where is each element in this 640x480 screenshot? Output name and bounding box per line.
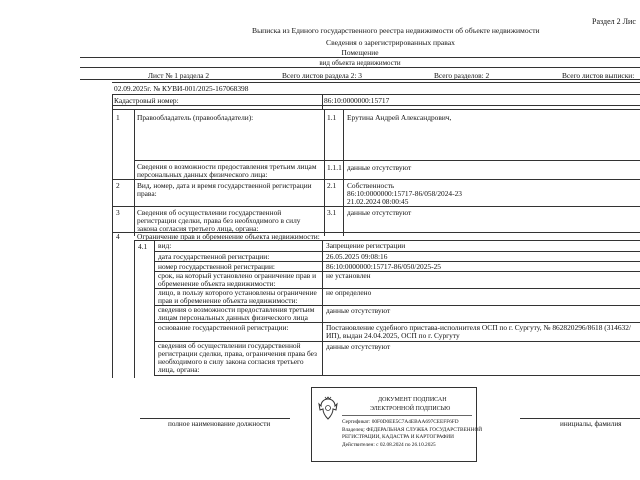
row-2-label: Вид, номер, дата и время государственной регистрации права: bbox=[137, 181, 312, 198]
row-1-sub: 1.1 bbox=[327, 113, 337, 122]
row-2-value-number: 86:10:0000000:15717-86/058/2024-23 bbox=[347, 189, 462, 198]
row-3-number: 3 bbox=[116, 208, 120, 217]
enc-reg-date-value: 26.05.2025 09:08:16 bbox=[326, 252, 388, 261]
e-signature-owner: Владелец: ФЕДЕРАЛЬНАЯ СЛУЖБА ГОСУДАРСТВЕННОЙ bbox=[342, 427, 483, 433]
row-4-label: Ограничение прав и обременение объекта недвижимости: bbox=[137, 232, 320, 241]
enc-beneficiary-label: лицо, в пользу которого установлены ограничение прав и обременение объекта недвижимости: bbox=[158, 288, 317, 305]
row-3-sub: 3.1 bbox=[327, 208, 337, 217]
cadastral-label: Кадастровый номер: bbox=[114, 96, 179, 105]
section-tag: Раздел 2 Лис bbox=[592, 17, 636, 26]
row-1-label: Правообладатель (правообладатели): bbox=[137, 113, 254, 122]
enc-beneficiary-value: не определено bbox=[326, 288, 372, 297]
enc-basis-value: Постановление судебного пристава-исполнителя ОСП по г. Сургуту, № 862820296/8618 (314632/ bbox=[326, 323, 631, 332]
object-type-value: Помещение bbox=[341, 48, 379, 57]
row-1-1-1-label: Сведения о возможности предоставления третьим лицам персональных данных физического лица: bbox=[137, 162, 317, 179]
position-caption: полное наименование должности bbox=[168, 420, 271, 428]
enc-type-label: вид: bbox=[158, 241, 172, 250]
enc-type-value: Запрещение регистрации bbox=[326, 241, 406, 250]
name-caption: инициалы, фамилия bbox=[560, 420, 622, 428]
enc-reg-date-label: дата государственной регистрации: bbox=[158, 252, 270, 261]
total-sections: Всего разделов: 2 bbox=[434, 71, 490, 80]
row-3-label: Сведения об осуществлении государственной регистрации сделки, права без необходимого в силу закона согласия третьего лица, органа: bbox=[137, 208, 301, 233]
e-signature-stamp bbox=[311, 387, 483, 462]
enc-consent-label: сведения об осуществлении государственной регистрации сделки, права, ограничения права без необходимого в силу закона согласия третьего лица, органа: bbox=[158, 341, 317, 374]
e-signature-owner-cont: РЕГИСТРАЦИИ, КАДАСТРА И КАРТОГРАФИИ bbox=[342, 434, 454, 440]
e-signature-validity: Действителен: с 02.08.2024 по 26.10.2025 bbox=[342, 442, 436, 448]
row-1-number: 1 bbox=[116, 113, 120, 122]
cadastral-value: 86:10:0000000:15717 bbox=[324, 96, 390, 105]
document-subtitle: Сведения о зарегистрированных правах bbox=[326, 38, 455, 47]
enc-personal-data-label: сведения о возможности предоставления третьим лицам персональных данных физического лица bbox=[158, 305, 315, 322]
e-signature-certificate: Сертификат: 00F0D0EE5C7A4EBAA697CEEFF6FD bbox=[342, 419, 459, 425]
row-3-value: данные отсутствуют bbox=[347, 208, 412, 217]
total-sheets-extract: Всего листов выписки: bbox=[562, 71, 635, 80]
object-type-caption: вид объекта недвижимости bbox=[319, 59, 401, 67]
enc-reg-number-value: 86:10:0000000:15717-86/050/2025-25 bbox=[326, 262, 441, 271]
row-2-sub: 2.1 bbox=[327, 181, 337, 190]
enc-reg-number-label: номер государственной регистрации: bbox=[158, 262, 275, 271]
document-title: Выписка из Единого государственного реестра недвижимости об объекте недвижимости bbox=[252, 26, 540, 35]
row-1-1-1-value: данные отсутствуют bbox=[347, 163, 412, 172]
row-1-value: Ерутина Андрей Александрович, bbox=[347, 113, 452, 122]
enc-personal-data-value: данные отсутствуют bbox=[326, 306, 391, 315]
e-signature-title: ДОКУМЕНТ ПОДПИСАН bbox=[378, 397, 447, 403]
row-2-value-date: 21.02.2024 08:00:45 bbox=[347, 197, 409, 206]
sheet-number: Лист № 1 раздела 2 bbox=[148, 71, 210, 80]
encumbrance-number: 4.1 bbox=[138, 242, 148, 251]
total-sheets-section: Всего листов раздела 2: 3 bbox=[282, 71, 362, 80]
coat-of-arms-icon bbox=[317, 396, 339, 422]
row-2-value-type: Собственность bbox=[347, 181, 395, 190]
e-signature-subtitle: ЭЛЕКТРОННОЙ ПОДПИСЬЮ bbox=[370, 406, 451, 412]
enc-term-value: не установлен bbox=[326, 271, 371, 280]
enc-consent-value: данные отсутствуют bbox=[326, 342, 391, 351]
enc-term-label: срок, на который установлено ограничение прав и обременение объекта недвижимости: bbox=[158, 271, 317, 288]
enc-basis-label: основание государственной регистрации: bbox=[158, 323, 289, 332]
row-4-number: 4 bbox=[116, 232, 120, 241]
enc-basis-value-cont: ИП), выдан 24.04.2025, ОСП по г. Сургуту bbox=[326, 331, 460, 340]
row-2-number: 2 bbox=[116, 181, 120, 190]
row-1-1-1-sub: 1.1.1 bbox=[327, 163, 342, 172]
date-number: 02.09.2025г. № КУВИ-001/2025-167068398 bbox=[114, 84, 249, 93]
